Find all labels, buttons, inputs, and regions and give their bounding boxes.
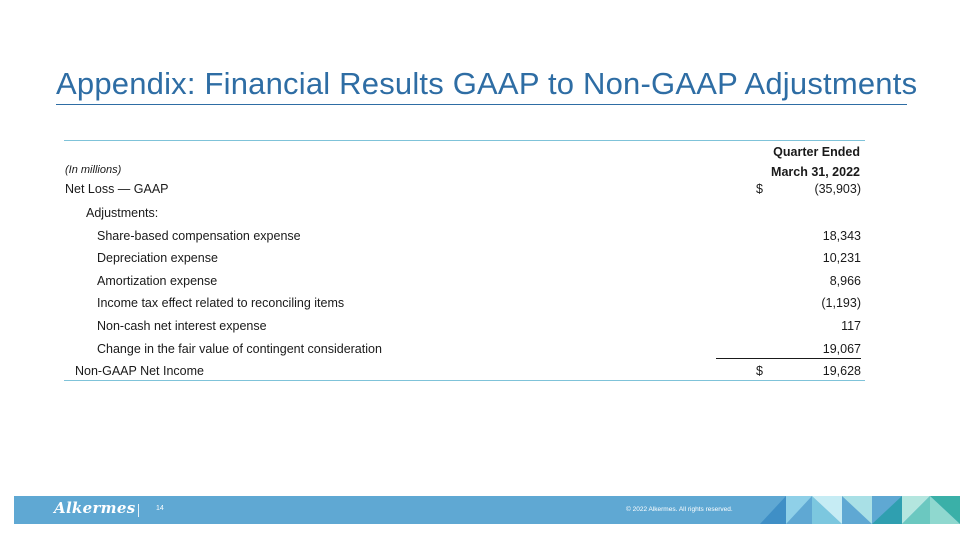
row-label: Change in the fair value of contingent consideration (97, 342, 382, 356)
footer-bar (14, 496, 960, 524)
table-row (64, 225, 861, 247)
row-value: (1,193) (821, 296, 861, 310)
row-value: 10,231 (822, 251, 861, 265)
subtotal-rule (716, 358, 861, 359)
row-label: Non-cash net interest expense (97, 319, 267, 333)
table-row (64, 360, 861, 382)
row-dollar-sign: $ (756, 364, 763, 378)
row-label: Share-based compensation expense (97, 229, 301, 243)
row-value: 117 (841, 319, 861, 333)
row-label: Non-GAAP Net Income (75, 364, 204, 378)
row-value: 19,067 (822, 342, 861, 356)
copyright-text: © 2022 Alkermes. All rights reserved. (626, 506, 733, 513)
page-number: 14 (156, 505, 164, 512)
decorative-triangles-icon (742, 496, 960, 524)
table-row (64, 315, 861, 337)
units-label: (In millions) (65, 164, 122, 176)
footer-divider (138, 504, 139, 517)
company-logo: Alkermes (54, 499, 136, 517)
slide-title: Appendix: Financial Results GAAP to Non-GAAP Adjustments (56, 66, 918, 101)
row-label: Net Loss — GAAP (65, 182, 169, 196)
row-value: 8,966 (829, 274, 861, 288)
row-dollar-sign: $ (756, 182, 763, 196)
table-row (64, 202, 861, 224)
table-row (64, 338, 861, 360)
table-row (64, 270, 861, 292)
column-header (771, 142, 860, 182)
row-label: Income tax effect related to reconciling items (97, 296, 345, 310)
title-underline (56, 104, 907, 105)
row-label: Amortization expense (97, 274, 218, 288)
table-top-rule (64, 140, 865, 141)
row-label: Depreciation expense (97, 251, 218, 265)
row-value: 18,343 (822, 229, 861, 243)
table-row (64, 247, 861, 269)
row-label: Adjustments: (86, 206, 159, 220)
row-value: (35,903) (814, 182, 861, 196)
table-row (64, 178, 861, 200)
row-value: 19,628 (822, 364, 861, 378)
column-header-line2: March 31, 2022 (771, 165, 860, 179)
table-row (64, 292, 861, 314)
column-header-line1: Quarter Ended (773, 145, 860, 159)
table-bottom-rule (64, 380, 865, 381)
